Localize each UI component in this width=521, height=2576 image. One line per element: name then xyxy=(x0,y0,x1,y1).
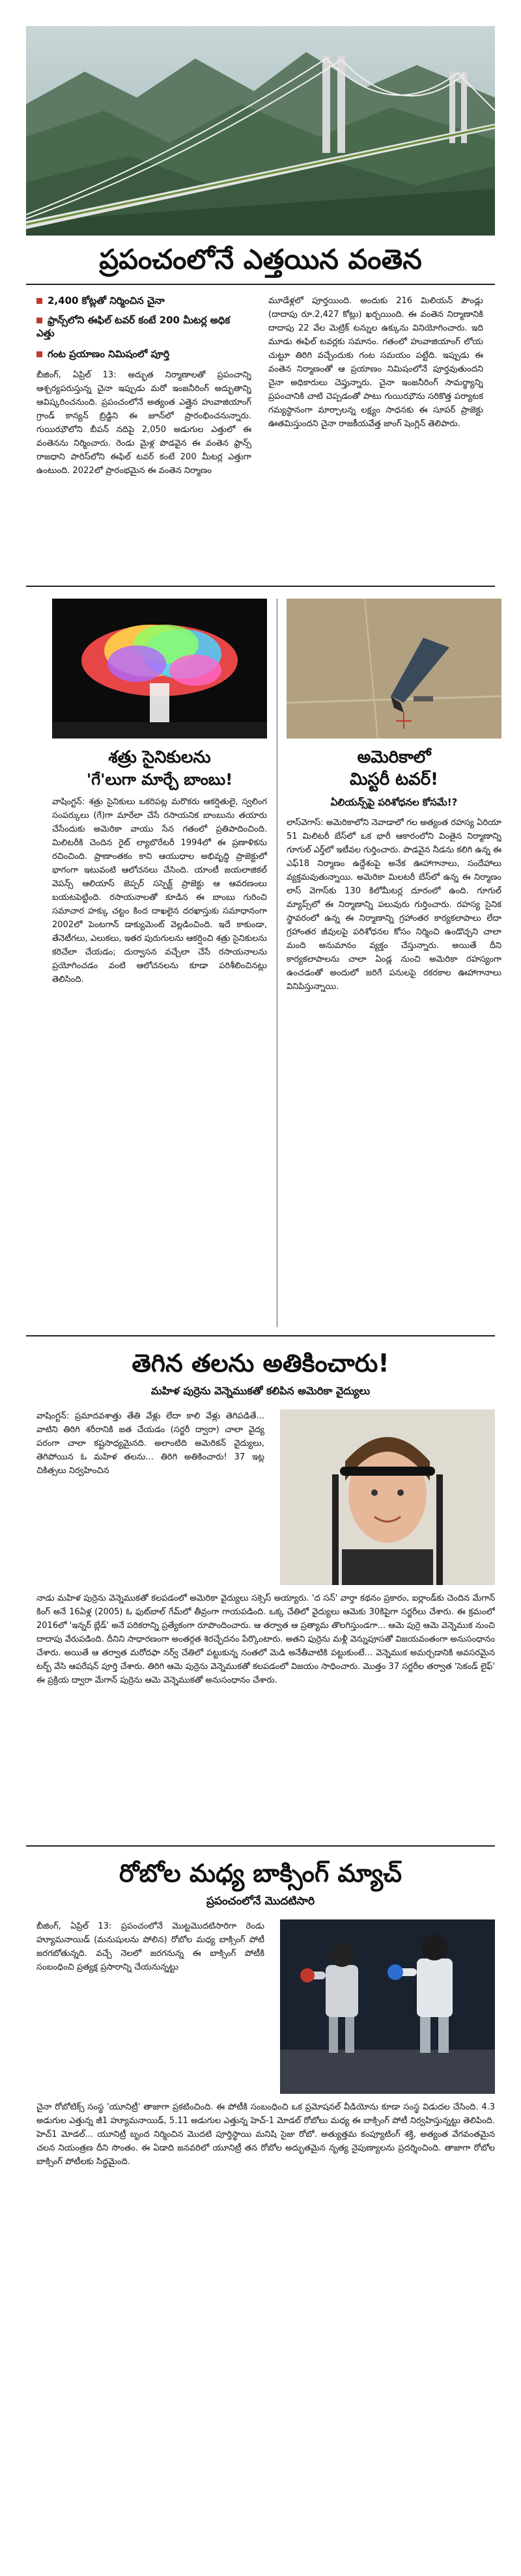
story4-subhead: మహిళ పుర్రెను వెన్నెముకతో కలిపిన అమెరికా వైద్యులు xyxy=(150,1385,371,1397)
story3-headline-line1: అమెరికాలో xyxy=(357,748,431,767)
section-divider xyxy=(26,1845,495,1847)
robots-photo xyxy=(280,1919,495,2094)
story1-column-2: మూడేళ్లలో పూర్తయింది. అందుకు 216 మిలియన్ పౌండ్లు (దాదాపు రూ.2,427 కోట్లు) ఖర్చయింది. ఈ వంతెన నిర్మాణానికి దాదాపు 22 వేల మెట్రిక్ టన్నుల ఉక్కును వినియోగించారు. ఇది మూడు ఈఫిల్ టవర్లకు సమానం. గతంలో హువాజియాంగ్ లోయ చుట్టూ తిరిగి వచ్చేందుకు గంట సమయం పట్టేది. ఇప్పుడు ఈ వంతెన నిర్మాణంతో ఆ ప్రయాణం నిమిషంలోనే పూర్తవుతుందని చైనా అధికారులు చెప్తున్నారు. చైనా ఇంజనీరింగ్ సామర్థ్యాన్ని ప్రపంచానికి చాటి చెప్పడంతో పాటు గుయిఝౌను సరికొత్త పర్యాటక గమ్యస్థానంగా మార్చాలన్న లక్ష్యం సాధనకు ఈ సూపర్ ప్రాజెక్టు ఊతమిస్తుందని చైనా రాజకీయవేత్త జాంగ్ షెంగ్లిన్ తెలిపారు. xyxy=(268,296,483,429)
story5-subhead: ప్రపంచంలోనే మొదటిసారి xyxy=(206,1895,315,1908)
bullet-square-icon xyxy=(36,351,42,357)
story3-headline-line2: మిస్టరీ టవర్! xyxy=(349,770,439,789)
story5-column-text: బీజింగ్, ఏప్రిల్ 13: ప్రపంచంలోనే మొట్టమొదటిసారిగా రెండు హ్యూమనాయిడ్ (మనుషులను పోలిన) రోబోల మధ్య బాక్సింగ్ పోటీ జరగబోతున్నది. వచ్చే నెలలో జరగనున్న ఈ బాక్సింగ్ పోటీకి సంబంధించి ప్రత్యక్ష ప్రసారాన్ని చేయనున్నట్టు xyxy=(36,1921,264,1972)
story4-column-text: వాషింగ్టన్: ప్రమాదవశాత్తు తేతి వేళ్లు లేదా కాలి వేళ్లు తెగిపడితే... వాటిని తిరిగి శరీరానికి జత చేయడం (సర్జరీ ద్వారా) చాలా వైద్య పరంగా చాలా కష్టసాధ్యమైనది. అలాంటిది అమెరికన్ వైద్యులు, తెగిపోయిన ఓ మహిళ తలను... తిరిగి అతికించారు! 37 ఇట్ల చికిత్సలు నిర్వహించిన xyxy=(36,1411,264,1476)
section-divider xyxy=(26,586,495,587)
story5-full-width-text: చైనా రోబోటిక్స్ సంస్థ 'యూనిట్రీ' తాజాగా ప్రకటించింది. ఈ పోటీకి సంబంధించి ఒక ప్రమోషనల్ వీడియోను కూడా సంస్థ విడుదల చేసింది. 4.3 అడుగుల ఎత్తున్న జీ1 హ్యూమనాయిడ్, 5.11 అడుగుల ఎత్తున్న హెచ్-1 మోడల్ రోబోలు మధ్య ఈ బాక్సింగ్ పోటీ నిర్వహిస్తున్నట్టు తెలిపింది. హెచ్1 మోడల్... యూనిట్రీ బృంద నిర్మించిన మొదటి పూర్తిస్థాయి మనిషి సైజు రోబో. అత్యుత్తమ కంప్యూటింగ్ శక్తి, అత్యంత వేగవంతమైన చలన నియంత్రణ దీని సొంతం. ఈ ఏడాది జనవరిలో యూనిట్రీ తన రోబోల అద్భుతమైన నృత్య నైపుణ్యాలను ప్రదర్శించింది. తాజాగా రోబోల బాక్సింగ్ పోటీలకు సిద్ధమైంది. xyxy=(36,2102,495,2167)
story3-body: లాస్‌వెగాస్: అమెరికాలోని నెవాడాలో గల అత్యంత రహస్య ఏరియా 51 మిలిటరీ బేస్‌లో ఒక భారీ ఆకారంలోని వింతైన నిర్మాణాన్ని గూగుల్ ఎర్త్‌లో ఇటీవల గుర్తించారు. పొడవైన నీడను కలిగి ఉన్న ఈ ఎఫ్18 నిర్మాణం ఉద్దేశంపై అనేక ఊహాగానాలు, సందేహాలు వ్యక్తమవుతున్నాయి. అమెరికా మిలటరీ బేస్‌లో ఉన్న ఈ నిర్మాణం లాస్ వెగాస్‌కు 130 కిలోమీటర్ల దూరంలో ఉంది. గూగుల్ మ్యాప్స్‌లో ఈ నిర్మాణాన్ని పలువురు గుర్తించారు. రహస్య సైనిక స్థావరంలో ఉన్న ఈ నిర్మాణాన్ని గ్రహాంతర కార్యకలాపాలు లేదా గ్రహాంతర జీవులపై పరిశోధనల కోసం నిర్మించి ఉండొచ్చని చాలా మంది అనుమానం వ్యక్తం చేస్తున్నారు. అయితే దీని కార్యకలాపాలను చాలా ఏండ్ల నుంచి అమెరికా రహస్యంగా ఉంచడంతో అందులో జరిగే పనులపై రకరకాల ఊహాగానాలు వినిపిస్తున్నాయి. xyxy=(287,818,501,992)
patient-halo-illustration xyxy=(280,1409,495,1585)
bridge-illustration xyxy=(26,26,495,236)
section-divider xyxy=(26,1335,495,1336)
story1-column-1: బీజింగ్, ఏప్రిల్ 13: అద్భుత నిర్మాణాలతో ప్రపంచాన్ని ఆశ్చర్యపరుస్తున్న చైనా ఇప్పుడు మరో ఇంజనీరింగ్ అద్భుతాన్ని ఆవిష్కరించనుంది. ప్రపంచంలోనే అత్యంత ఎత్తైన హువాజియాంగ్ గ్రాండ్ కాన్యన్ బ్రిడ్జిని ఈ జూన్‌లో ప్రారంభించనున్నారు. గుయిఝౌ‌లోని బీపన్ నదిపై 2,050 అడుగుల ఎత్తులో ఈ వంతెనను నిర్మించారు. రెండు మైళ్ల పొడవైన ఈ వంతెన ఫ్రాన్స్ రాజధాని పారిస్‌లోని ఈఫిల్ టవర్ కంటే 200 మీటర్ల ఎత్తుగా ఉంటుంది. 2022లో ప్రారంభమైన ఈ వంతెన నిర్మాణం xyxy=(36,370,251,476)
patient-photo xyxy=(280,1409,495,1585)
story2-body: వాషింగ్టన్: శత్రు సైనికులు ఒకరిపట్ల మరొకరు ఆకర్షితులై, స్వలింగ సంపర్కులు (గే)గా మారేలా చేసే రసాయనిక బాంబును తయారు చేసేందుకు అమెరికా వాయు సేన గతంలో ప్రతిపాదించింది. మిలిటరీకి చెందిన రైట్ ల్యాబొరేటరీ 1994లో ఈ ప్రణాళికను రచించింది. ప్రాణాంతకం కాని ఆయుధాల అభివృద్ధి ప్రాజెక్టులో భాగంగా ఇటువంటి ఆలోచనలు చేసింది. యాంటీ జయలాజికల్ వెపన్స్ ఆలియాస్ జెప్పర్ సస్పెక్ట్ ప్రాజెక్టు ఆ ఆవరణంలు బయటపెట్టింది. రసాయనాలతో కూడిన ఈ బాంబు గురించి సమాచార హక్కు చట్టం కింద దాఖలైన దరఖాస్తుకు సమాధానంగా 2002లో పెంటగాన్ డాక్యుమెంట్ వెల్లడించింది. ఇదే కాకుండా, తేనెటీగలు, ఎలుకలు, ఇతర పురుగులను ఆకర్షించి శత్రు సైనికులను కరిచేలా చేయడం; దుర్వాసన వచ్చేలా చేసే రసాయనాలను ప్రయోగించడం వంటి ఆలోచనలను కూడా పరిశీలించినట్లు తెలిసింది. xyxy=(52,797,267,984)
explosion-illustration xyxy=(52,599,267,739)
story1-bullet-3: గంట ప్రయాణం నిమిషంలో పూర్తి xyxy=(36,347,245,360)
boxing-robots-illustration xyxy=(280,1919,495,2094)
story1-headline: ప్రపంచంలోనే ఎత్తయిన వంతెన xyxy=(99,243,422,275)
story2-headline-line1: శత్రు సైనికులను xyxy=(108,748,211,767)
story4-headline: తెగిన తలను అతికించారు! xyxy=(132,1349,389,1377)
bullet-square-icon xyxy=(36,318,42,323)
tower-photo xyxy=(287,599,501,739)
story1-bullet-1: 2,400 కోట్లతో నిర్మించిన చైనా xyxy=(36,294,245,307)
story3-subhead: ఏలియన్స్‌పై పరిశోధనల కోసమే!? xyxy=(330,796,458,808)
story5-headline: రోబోల మధ్య బాక్సింగ్ మ్యాచ్ xyxy=(119,1859,402,1888)
story1-divider xyxy=(26,284,495,285)
bullet-square-icon xyxy=(36,298,42,304)
story4-full-width-text: నాడు మహిళ పుర్రెను వెన్నెముకతో కలపడంలో అమెరికా వైద్యులు సక్సెస్ అయ్యారు. 'ద సన్' వార్తా కథనం ప్రకారం, ఐర్లాండ్‌కు చెందిన మేగాన్ కింగ్ అనే 16ఏళ్ల (2005) ఓ ఫుట్‌బాల్ గేమ్‌లో తీవ్రంగా గాయపడింది. ఒక్క చేతిలో వైద్యులు ఆమెకు 30కిపైగా సర్జరీలు చేశారు. ఈ క్రమంలో 2016లో 'ఇన్నర్‌ బ్లేడ్' అనే పరికరాన్ని ప్రత్యేకంగా రూపొందించారు. ఆ తర్వాత ఆ ప్రత్యామ తొలగిస్తుండగా... ఆమె పుర్రె ఆమె వెన్నెముక నుంచి దాదాపు వేరుపడింది. దీనిని సాధారణంగా అంతర్గత శిరచ్ఛేదనం పేర్కొంటారు. అతని ఫుర్రెను మళ్లీ వెన్నుపూసతో విజయవంతంగా అనుసంధానం చేశారు. అయితే ఆ తర్వాత మరోదఫా నర్వ్‌ చేతిలో పట్టుకున్న నంతలో మెడి అనేతీవాటికి పట్టుకుంటే... వెన్నెముక అమర్చడానికి అవసరమైన టర్బ్ వేసి ఆపరేషన్ పూర్తి చేశారు. తిరిగి ఆమె పుర్రెను వెన్నెముకతో కలపడంలో విజయం సాధించారు. మొత్తం 37 సర్జరీల తర్వాత 'సెకండ్ లైఫ్' ఈ ప్రక్రియ ద్వారా మేగాన్ పుర్రెను ఆమె వెన్నెముకతో అనుసంధానం చేశారు. xyxy=(36,1593,495,1685)
story2-headline-line2: 'గే'లుగా మార్చే బాంబు! xyxy=(86,770,233,789)
mystery-tower-illustration xyxy=(287,599,501,739)
bomb-photo xyxy=(52,599,267,739)
bridge-photo xyxy=(26,26,495,236)
story1-bullet-2: ఫ్రాన్స్‌లోని ఈఫిల్ టవర్ కంటే 200 మీటర్ల అధిక ఎత్తు xyxy=(36,314,231,339)
